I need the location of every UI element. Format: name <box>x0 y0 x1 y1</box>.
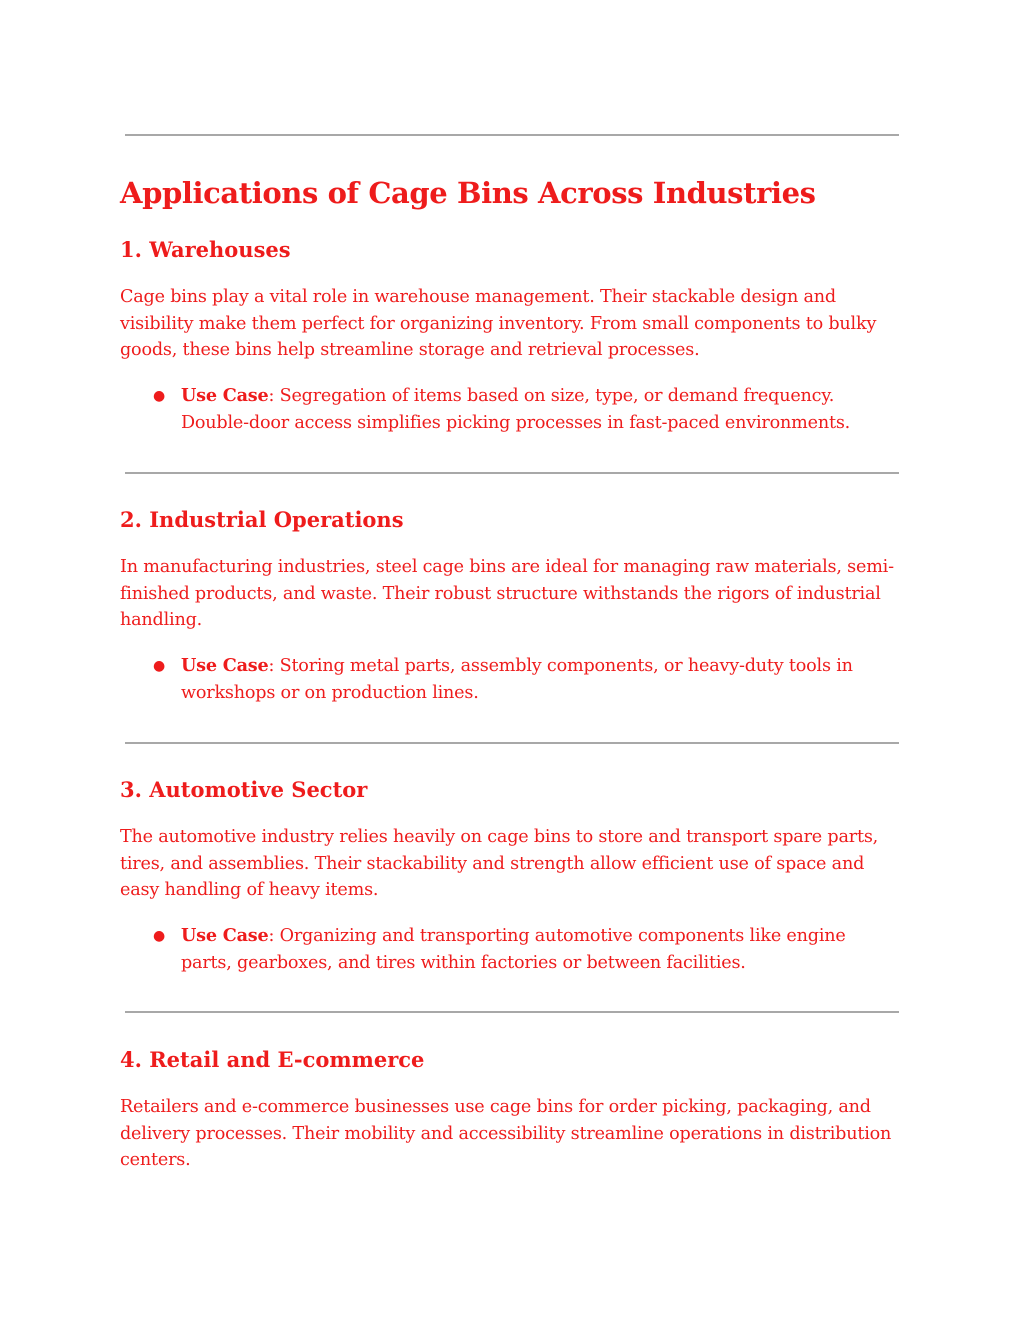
horizontal-rule <box>125 742 899 744</box>
section-paragraph-retail-ecommerce: Retailers and e-commerce businesses use cage bins for order picking, packaging, and delivery processes. Their mobility and accessibility streamline operations in distribution centers. <box>120 1097 892 1170</box>
bullet-text <box>181 923 881 976</box>
bullet-body: : Storing metal parts, assembly components, or heavy-duty tools in workshops or on production lines. <box>181 656 853 703</box>
bullet-item-automotive-sector <box>120 923 904 976</box>
section-paragraph-industrial-operations: In manufacturing industries, steel cage bins are ideal for managing raw materials, semi-finished products, and waste. Their robust structure withstands the rigors of industrial handling. <box>120 557 894 630</box>
bullet-label: Use Case <box>181 385 269 406</box>
horizontal-rule <box>125 134 899 136</box>
bullet-icon: ● <box>153 388 166 404</box>
section-heading-automotive-sector: 3. Automotive Sector <box>120 777 368 802</box>
bullet-label: Use Case <box>181 655 269 676</box>
bullet-icon: ● <box>153 658 166 674</box>
section-paragraph-warehouses: Cage bins play a vital role in warehouse management. Their stackable design and visibility make them perfect for organizing inventory. From small components to bulky goods, these bins help streamline storage and retrieval processes. <box>120 287 877 360</box>
bullet-text <box>181 653 881 706</box>
section-heading-retail-ecommerce: 4. Retail and E-commerce <box>120 1047 425 1072</box>
section-heading-industrial-operations: 2. Industrial Operations <box>120 507 404 532</box>
bullet-text <box>181 383 881 436</box>
bullet-label: Use Case <box>181 925 269 946</box>
page-title: Applications of Cage Bins Across Industries <box>120 176 816 210</box>
bullet-item-warehouses <box>120 383 904 436</box>
section-heading-warehouses: 1. Warehouses <box>120 237 291 262</box>
section-paragraph-automotive-sector: The automotive industry relies heavily on cage bins to store and transport spare parts, tires, and assemblies. Their stackability and strength allow efficient use of space and easy handling of heavy items. <box>120 827 879 900</box>
bullet-icon: ● <box>153 928 166 944</box>
horizontal-rule <box>125 1011 899 1013</box>
bullet-item-industrial-operations <box>120 653 904 706</box>
bullet-body: : Segregation of items based on size, type, or demand frequency. Double-door access simplifies picking processes in fast-paced environments. <box>181 386 851 433</box>
bullet-body: : Organizing and transporting automotive components like engine parts, gearboxes, and tires within factories or between facilities. <box>181 926 846 973</box>
horizontal-rule <box>125 472 899 474</box>
